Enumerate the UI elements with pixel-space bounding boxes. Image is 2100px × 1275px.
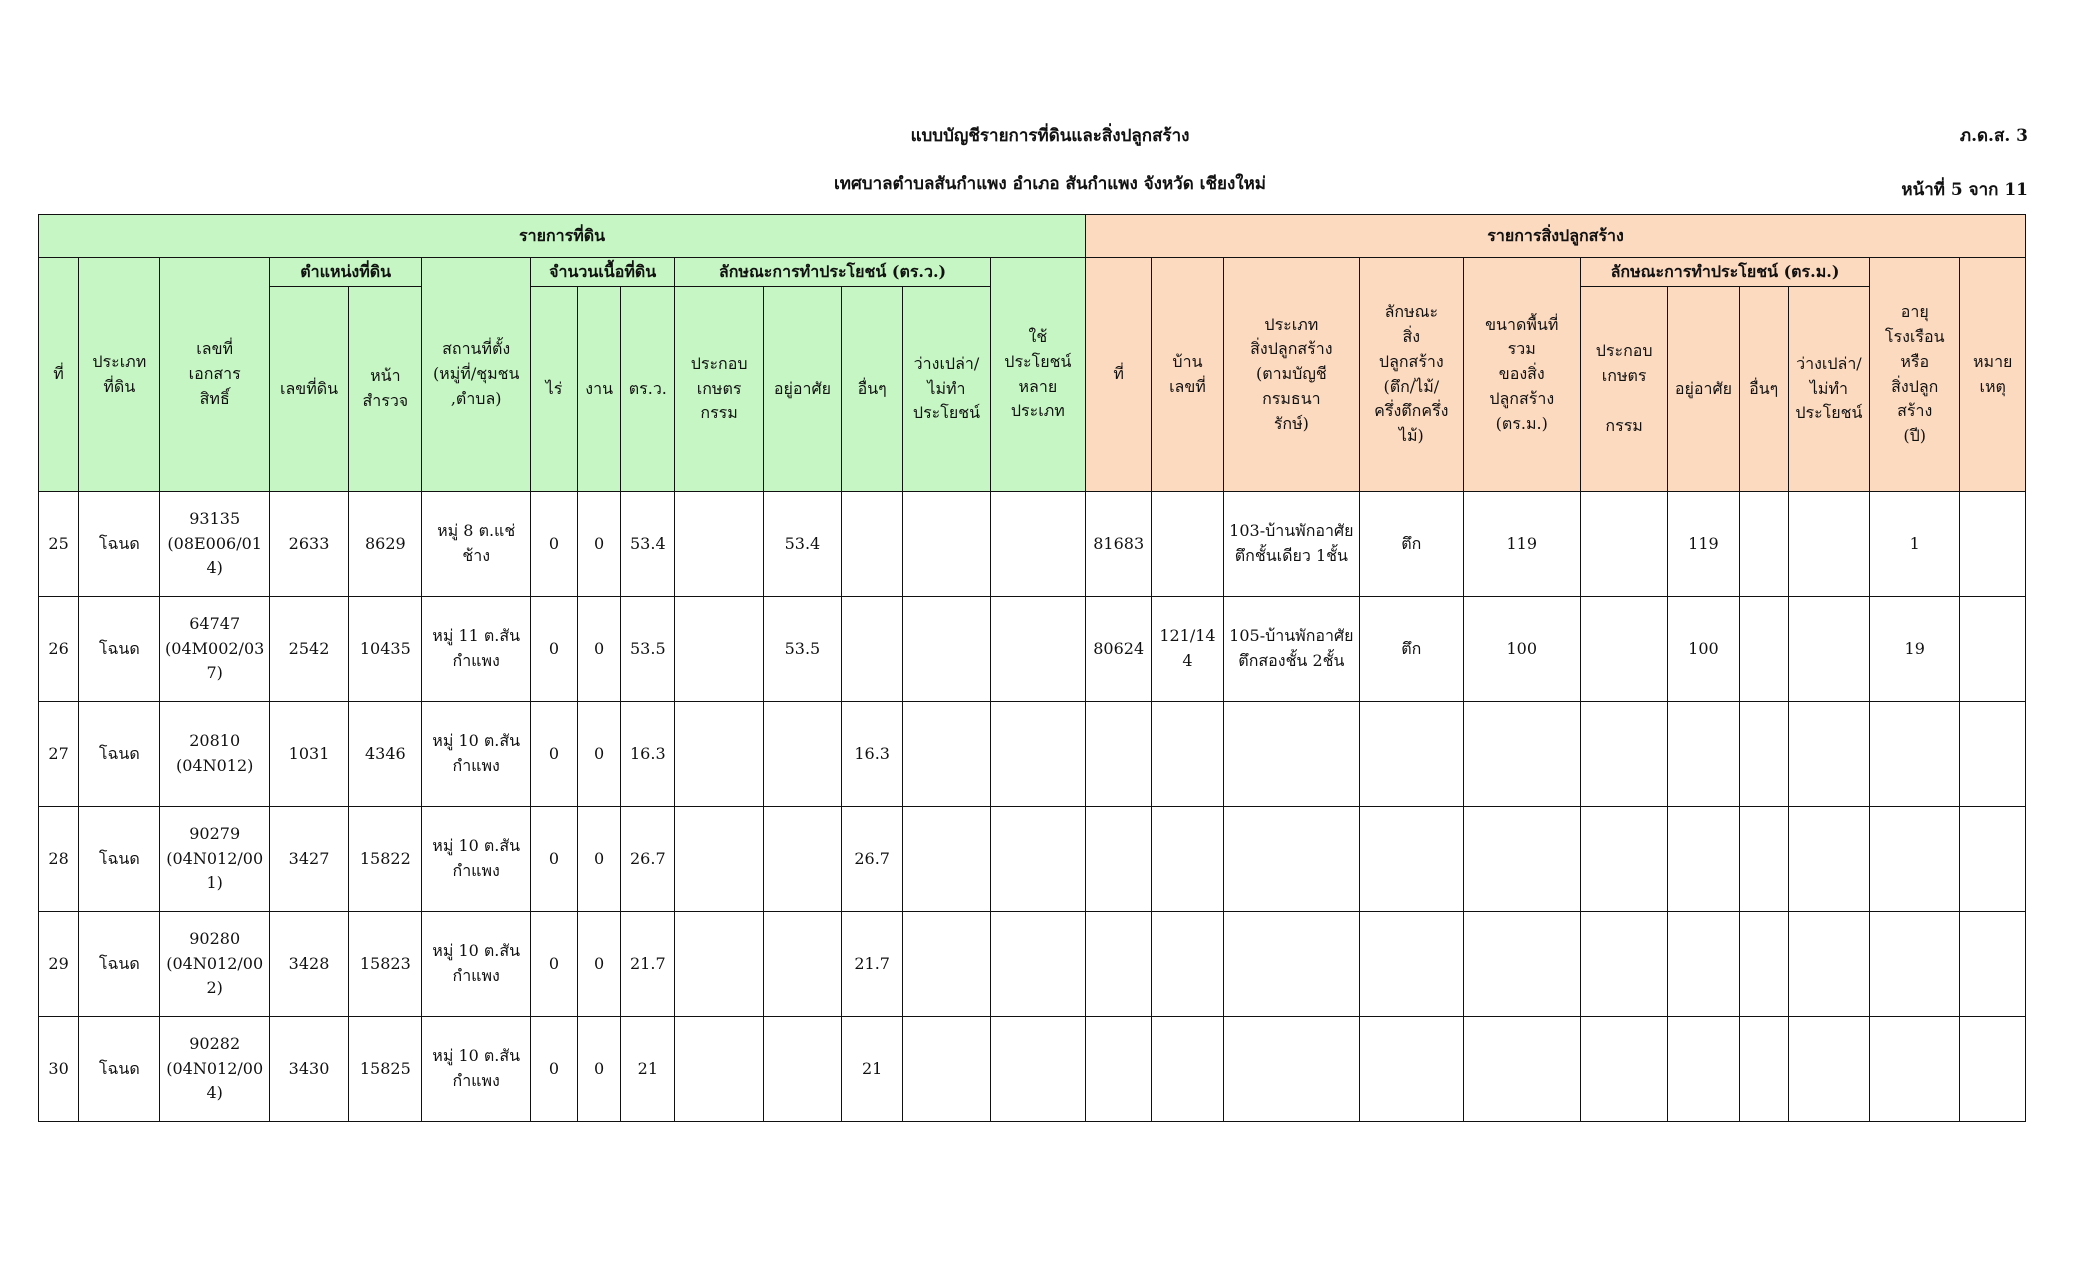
row-no: 27 (39, 702, 79, 807)
total-area (1463, 702, 1580, 807)
land-type: โฉนด (79, 912, 160, 1017)
building-no: 81683 (1086, 492, 1152, 597)
land-other (842, 597, 903, 702)
land-mixed (990, 1017, 1085, 1122)
table-row (39, 1017, 2026, 1122)
parcel-no: 2542 (269, 597, 348, 702)
remark (1960, 702, 2026, 807)
building-vacant (1788, 597, 1869, 702)
col-building-vacant: ว่างเปล่า/ ไม่ทำ ประโยชน์ (1788, 287, 1869, 492)
total-area (1463, 912, 1580, 1017)
col-land-residential: อยู่อาศัย (763, 287, 841, 492)
parcel-no: 1031 (269, 702, 348, 807)
ngan: 0 (578, 702, 621, 807)
building-age (1870, 1017, 1960, 1122)
building-no (1086, 1017, 1152, 1122)
rai: 0 (530, 807, 577, 912)
land-agriculture (675, 492, 763, 597)
land-mixed (990, 597, 1085, 702)
house-no (1152, 1017, 1223, 1122)
total-area (1463, 807, 1580, 912)
col-house-no: บ้าน เลขที่ (1152, 258, 1223, 492)
land-vacant (903, 912, 990, 1017)
location: หมู่ 10 ต.สัน กำแพง (422, 807, 530, 912)
col-building-age: อายุ โรงเรือน หรือ สิ่งปลูก สร้าง (ปี) (1870, 258, 1960, 492)
col-rai: ไร่ (530, 287, 577, 492)
house-no (1152, 702, 1223, 807)
building-other (1739, 597, 1788, 702)
land-agriculture (675, 1017, 763, 1122)
building-agriculture (1580, 912, 1667, 1017)
col-survey-page: หน้า สำรวจ (349, 287, 422, 492)
remark (1960, 492, 2026, 597)
land-agriculture (675, 702, 763, 807)
building-vacant (1788, 702, 1869, 807)
building-age: 19 (1870, 597, 1960, 702)
survey-page: 4346 (349, 702, 422, 807)
square-wah: 53.5 (621, 597, 675, 702)
land-residential: 53.4 (763, 492, 841, 597)
building-age: 1 (1870, 492, 1960, 597)
table-row (39, 807, 2026, 912)
col-land-type: ประเภท ที่ดิน (79, 258, 160, 492)
building-other (1739, 1017, 1788, 1122)
row-no: 25 (39, 492, 79, 597)
land-mixed (990, 492, 1085, 597)
square-wah: 21.7 (621, 912, 675, 1017)
parcel-no: 2633 (269, 492, 348, 597)
land-other: 26.7 (842, 807, 903, 912)
land-mixed (990, 912, 1085, 1017)
land-items-header: รายการที่ดิน (39, 215, 1086, 258)
land-usage-header: ลักษณะการทำประโยชน์ (ตร.ว.) (675, 258, 990, 287)
land-agriculture (675, 597, 763, 702)
location: หมู่ 10 ต.สัน กำแพง (422, 1017, 530, 1122)
building-no (1086, 912, 1152, 1017)
rai: 0 (530, 912, 577, 1017)
col-building-agriculture: ประกอบ เกษตร กรรม (1580, 287, 1667, 492)
square-wah: 53.4 (621, 492, 675, 597)
survey-page: 15822 (349, 807, 422, 912)
land-mixed (990, 807, 1085, 912)
rai: 0 (530, 597, 577, 702)
location: หมู่ 11 ต.สัน กำแพง (422, 597, 530, 702)
col-parcel-no: เลขที่ดิน (269, 287, 348, 492)
col-land-other: อื่นๆ (842, 287, 903, 492)
doc-no: 64747 (04M002/037) (160, 597, 269, 702)
land-area-header: จำนวนเนื้อที่ดิน (530, 258, 675, 287)
col-building-other: อื่นๆ (1739, 287, 1788, 492)
construction (1360, 807, 1463, 912)
land-residential (763, 702, 841, 807)
parcel-no: 3430 (269, 1017, 348, 1122)
building-other (1739, 702, 1788, 807)
building-agriculture (1580, 702, 1667, 807)
land-agriculture (675, 807, 763, 912)
rai: 0 (530, 702, 577, 807)
rai: 0 (530, 492, 577, 597)
col-square-wah: ตร.ว. (621, 287, 675, 492)
construction: ตึก (1360, 597, 1463, 702)
building-residential: 100 (1668, 597, 1739, 702)
col-land-agriculture: ประกอบ เกษตร กรรม (675, 287, 763, 492)
building-agriculture (1580, 1017, 1667, 1122)
location: หมู่ 10 ต.สัน กำแพง (422, 702, 530, 807)
building-type (1223, 807, 1360, 912)
ngan: 0 (578, 912, 621, 1017)
building-no (1086, 702, 1152, 807)
building-residential (1668, 1017, 1739, 1122)
document-title: แบบบัญชีรายการที่ดินและสิ่งปลูกสร้าง (910, 126, 1190, 146)
land-residential: 53.5 (763, 597, 841, 702)
house-no (1152, 807, 1223, 912)
total-area: 100 (1463, 597, 1580, 702)
building-residential (1668, 702, 1739, 807)
building-items-header: รายการสิ่งปลูกสร้าง (1086, 215, 2026, 258)
col-land-no: ที่ (39, 258, 79, 492)
col-doc-no: เลขที่ เอกสาร สิทธิ์ (160, 258, 269, 492)
building-vacant (1788, 912, 1869, 1017)
row-no: 28 (39, 807, 79, 912)
building-type (1223, 702, 1360, 807)
building-age (1870, 912, 1960, 1017)
table-row (39, 702, 2026, 807)
row-no: 26 (39, 597, 79, 702)
doc-no: 90282 (04N012/004) (160, 1017, 269, 1122)
remark (1960, 807, 2026, 912)
land-vacant (903, 1017, 990, 1122)
building-type: 105-บ้านพักอาศัย ตึกสองชั้น 2ชั้น (1223, 597, 1360, 702)
land-position-header: ตำแหน่งที่ดิน (269, 258, 422, 287)
total-area (1463, 1017, 1580, 1122)
building-age (1870, 702, 1960, 807)
page-number: หน้าที่ 5 จาก 11 (1901, 180, 2028, 200)
survey-page: 15825 (349, 1017, 422, 1122)
survey-page: 8629 (349, 492, 422, 597)
survey-page: 10435 (349, 597, 422, 702)
total-area: 119 (1463, 492, 1580, 597)
parcel-no: 3427 (269, 807, 348, 912)
col-mixed-use: ใช้ ประโยชน์ หลาย ประเภท (990, 258, 1085, 492)
ngan: 0 (578, 1017, 621, 1122)
building-vacant (1788, 807, 1869, 912)
land-other: 21 (842, 1017, 903, 1122)
table-row (39, 492, 2026, 597)
col-construction: ลักษณะ สิ่ง ปลูกสร้าง (ตึก/ไม้/ ครึ่งตึกครึ่ง ไม้) (1360, 258, 1463, 492)
row-no: 30 (39, 1017, 79, 1122)
building-agriculture (1580, 492, 1667, 597)
survey-page: 15823 (349, 912, 422, 1017)
building-residential (1668, 912, 1739, 1017)
land-type: โฉนด (79, 1017, 160, 1122)
land-residential (763, 912, 841, 1017)
remark (1960, 1017, 2026, 1122)
land-type: โฉนด (79, 492, 160, 597)
building-type: 103-บ้านพักอาศัย ตึกชั้นเดียว 1ชั้น (1223, 492, 1360, 597)
building-other (1739, 492, 1788, 597)
land-mixed (990, 702, 1085, 807)
construction: ตึก (1360, 492, 1463, 597)
land-other: 21.7 (842, 912, 903, 1017)
house-no (1152, 912, 1223, 1017)
land-agriculture (675, 912, 763, 1017)
col-land-vacant: ว่างเปล่า/ ไม่ทำ ประโยชน์ (903, 287, 990, 492)
building-type (1223, 1017, 1360, 1122)
ngan: 0 (578, 492, 621, 597)
building-residential (1668, 807, 1739, 912)
doc-no: 90280 (04N012/002) (160, 912, 269, 1017)
land-other: 16.3 (842, 702, 903, 807)
doc-no: 93135 (08E006/014) (160, 492, 269, 597)
col-building-type: ประเภท สิ่งปลูกสร้าง (ตามบัญชี กรมธนา รักษ์) (1223, 258, 1360, 492)
col-building-residential: อยู่อาศัย (1668, 287, 1739, 492)
land-type: โฉนด (79, 807, 160, 912)
col-total-area: ขนาดพื้นที่ รวม ของสิ่ง ปลูกสร้าง (ตร.ม.) (1463, 258, 1580, 492)
land-type: โฉนด (79, 597, 160, 702)
construction (1360, 1017, 1463, 1122)
col-location: สถานที่ตั้ง (หมู่ที่/ชุมชน ,ตำบล) (422, 258, 530, 492)
square-wah: 26.7 (621, 807, 675, 912)
remark (1960, 597, 2026, 702)
construction (1360, 702, 1463, 807)
land-vacant (903, 597, 990, 702)
table-row (39, 912, 2026, 1017)
building-usage-header: ลักษณะการทำประโยชน์ (ตร.ม.) (1580, 258, 1869, 287)
building-vacant (1788, 1017, 1869, 1122)
col-building-no: ที่ (1086, 258, 1152, 492)
building-type (1223, 912, 1360, 1017)
form-code: ภ.ด.ส. 3 (1959, 126, 2028, 146)
building-no (1086, 807, 1152, 912)
document-subtitle: เทศบาลตำบลสันกำแพง อำเภอ สันกำแพง จังหวัด เชียงใหม่ (834, 174, 1266, 194)
square-wah: 16.3 (621, 702, 675, 807)
ngan: 0 (578, 807, 621, 912)
land-vacant (903, 807, 990, 912)
square-wah: 21 (621, 1017, 675, 1122)
construction (1360, 912, 1463, 1017)
location: หมู่ 8 ต.แช่ช้าง (422, 492, 530, 597)
ngan: 0 (578, 597, 621, 702)
house-no (1152, 492, 1223, 597)
parcel-no: 3428 (269, 912, 348, 1017)
land-building-register-table (38, 214, 2026, 1122)
building-no: 80624 (1086, 597, 1152, 702)
land-residential (763, 807, 841, 912)
row-no: 29 (39, 912, 79, 1017)
land-vacant (903, 492, 990, 597)
building-vacant (1788, 492, 1869, 597)
land-residential (763, 1017, 841, 1122)
land-type: โฉนด (79, 702, 160, 807)
building-other (1739, 912, 1788, 1017)
table-row (39, 597, 2026, 702)
land-other (842, 492, 903, 597)
building-other (1739, 807, 1788, 912)
col-remark: หมาย เหตุ (1960, 258, 2026, 492)
land-vacant (903, 702, 990, 807)
house-no: 121/144 (1152, 597, 1223, 702)
building-age (1870, 807, 1960, 912)
col-ngan: งาน (578, 287, 621, 492)
doc-no: 20810 (04N012) (160, 702, 269, 807)
building-residential: 119 (1668, 492, 1739, 597)
rai: 0 (530, 1017, 577, 1122)
building-agriculture (1580, 597, 1667, 702)
remark (1960, 912, 2026, 1017)
location: หมู่ 10 ต.สัน กำแพง (422, 912, 530, 1017)
doc-no: 90279 (04N012/001) (160, 807, 269, 912)
building-agriculture (1580, 807, 1667, 912)
